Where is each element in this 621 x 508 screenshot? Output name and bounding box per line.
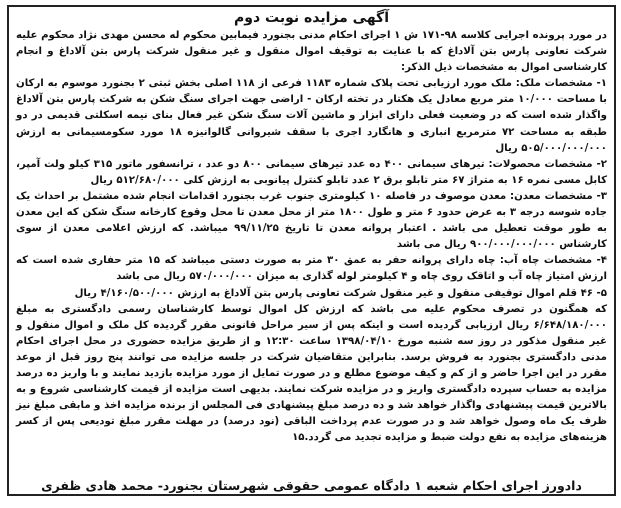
auction-notice [7,5,616,496]
signature-line: دادورز اجرای احکام شعبه ۱ دادگاه عمومی حقوقی شهرستان بجنورد- محمد هادی ظفری [41,478,582,493]
intro-paragraph: در مورد پرونده اجرایی کلاسه ۹۸-۱۷۱ ش ۱ اجرای احکام مدنی بجنورد فیمابین محکوم له محسن مهدی نژاد محکوم علیه شرکت تعاونی پارس بتن آلاداغ که با عنایت به توقیف اموال منقول و غیر منقول شرکت پارس بتن آلاداغ و انجام کارشناسی اموال به مشخصات ذیل الذکر: [16,30,607,74]
mine-specs-paragraph: ۳- مشخصات معدن: معدن موصوف در فاصله ۱۰ کیلومتری جنوب غرب بجنورد اقدامات انجام شده مشتمل بر احداث یک جاده شوسه درجه ۳ به عرض حدود ۶ متر و طول ۱۸۰۰ متر از محل معدن تا محل وقوع کارخانه سنگ شکن که این معدن به طور موقت تعطیل می باشد . اعتبار پروانه معدن تا تاریخ ۹۹/۱۱/۲۵ میباشد. که ارزش اعلامی معدن از سوی کارشناس ۹۰۰/۰۰۰/۰۰۰/۰۰۰ ریال می باشد [16,190,608,251]
seized-items-paragraph: ۵- ۴۶ قلم اموال توقیفی منقول و غیر منقول شرکت تعاونی پارس بتن آلاداغ به ارزش ۴/۱۶۰/۵۰۰/۰۰۰ ریال [74,287,607,299]
auction-terms-paragraph: که همگنون در تصرف محکوم علیه می باشد که ارزش کل اموال توسط کارشناسان رسمی دادگستری به مبلغ ۶/۶۴۸/۱۸۰/۰۰۰ ریال ارزیابی گردیده است و اینکه پس از سیر مراحل قانونی مقرر گردیده کل ملک و اموال منقول و غیر منقول مذکور در روز سه شنبه مورخ ۱۳۹۸/۰۴/۱۰ ساعت ۱۲:۳۰ و از طریق مزایده حضوری در محل اجرای احکام مدنی دادگستری بجنورد به فروش برسد. بنابراین متقاضیان شرکت در جلسه مزایده می توانند پنج روز قبل از موعد مقرر در این اجرا حاضر و از کم و کیف موضوع مطلع و در صورت تمایل از مورد مزایده بازدید نمایند و با واریز ده درصد مزایده به حساب سپرده دادگستری واریز و در مزایده شرکت نمایند. بدیهی است مزایده از قیمت کارشناسی شروع و به بالاترین قیمت پیشنهادی واگذار خواهد شد و ده درصد مبلغ پیشنهادی فی المجلس از برنده مزایده اخذ و مابقی مبلغ نیز ظرف یک ماه وصول خواهد شد و در صورت عدم پرداخت الباقی (نود درصد) در مهلت مقرر مبلغ تودیعی پس از کسر هزینه‌های مزایده به نفع دولت ضبط و مزایده تجدید می گردد.۱۵ [16,303,607,444]
water-well-paragraph: ۴- مشخصات چاه آب: چاه دارای پروانه حفر به عمق ۳۰ متر به صورت دستی میباشد که ۱۵ متر حفاری شده است که ارزش امتیاز چاه آب و اتاقک روی چاه و ۴ کیلومتر لوله گذاری به میزان ۵۷۰/۰۰۰/۰۰۰ ریال می باشد [16,255,607,283]
property-specs-paragraph: ۱- مشخصات ملک: ملک مورد ارزیابی تحت پلاک شماره ۱۱۸۳ فرعی از ۱۱۸ اصلی بخش ثبتی ۲ بجنورد موسوم به ارکان با مساحت ۱۰/۰۰۰ متر مربع معادل یک هکتار در تخته ارکان - اراضی جهت اجرای سنگ شکن به شرکت پارس بتن آلاداغ واگذار شده است که در وضعیت فعلی دارای ابزار و ماشین آلات سنگ شکن غیر فعال بنای نیمه اسکلتی قدیمی در دو طبقه به مساحت ۷۲ مترمربع انباری و هانگارد اجری با سقف شیروانی گالوانیزه ۱۸ مورد سکومسیمانی به ارزش ۵۰۵/۰۰۰/۰۰۰/۰۰۰ ریال [16,78,607,154]
products-specs-paragraph: ۲- مشخصات محصولات: تیرهای سیمانی ۴۰۰ ده عدد تیرهای سیمانی ۸۰۰ دو عدد ، ترانسفور ماتور ۳۱۵ کیلو ولت آمپر، کابل مسی نمره ۱۶ به متراژ ۶۷ متر تابلو برق ۲ عدد تابلو کنترل پیانوبی به ارزش کلی ۵۱۲/۶۸۰/۰۰۰ ریال [16,158,607,186]
notice-body [16,28,607,446]
notice-title: آگهی مزایده نوبت دوم [233,10,389,26]
